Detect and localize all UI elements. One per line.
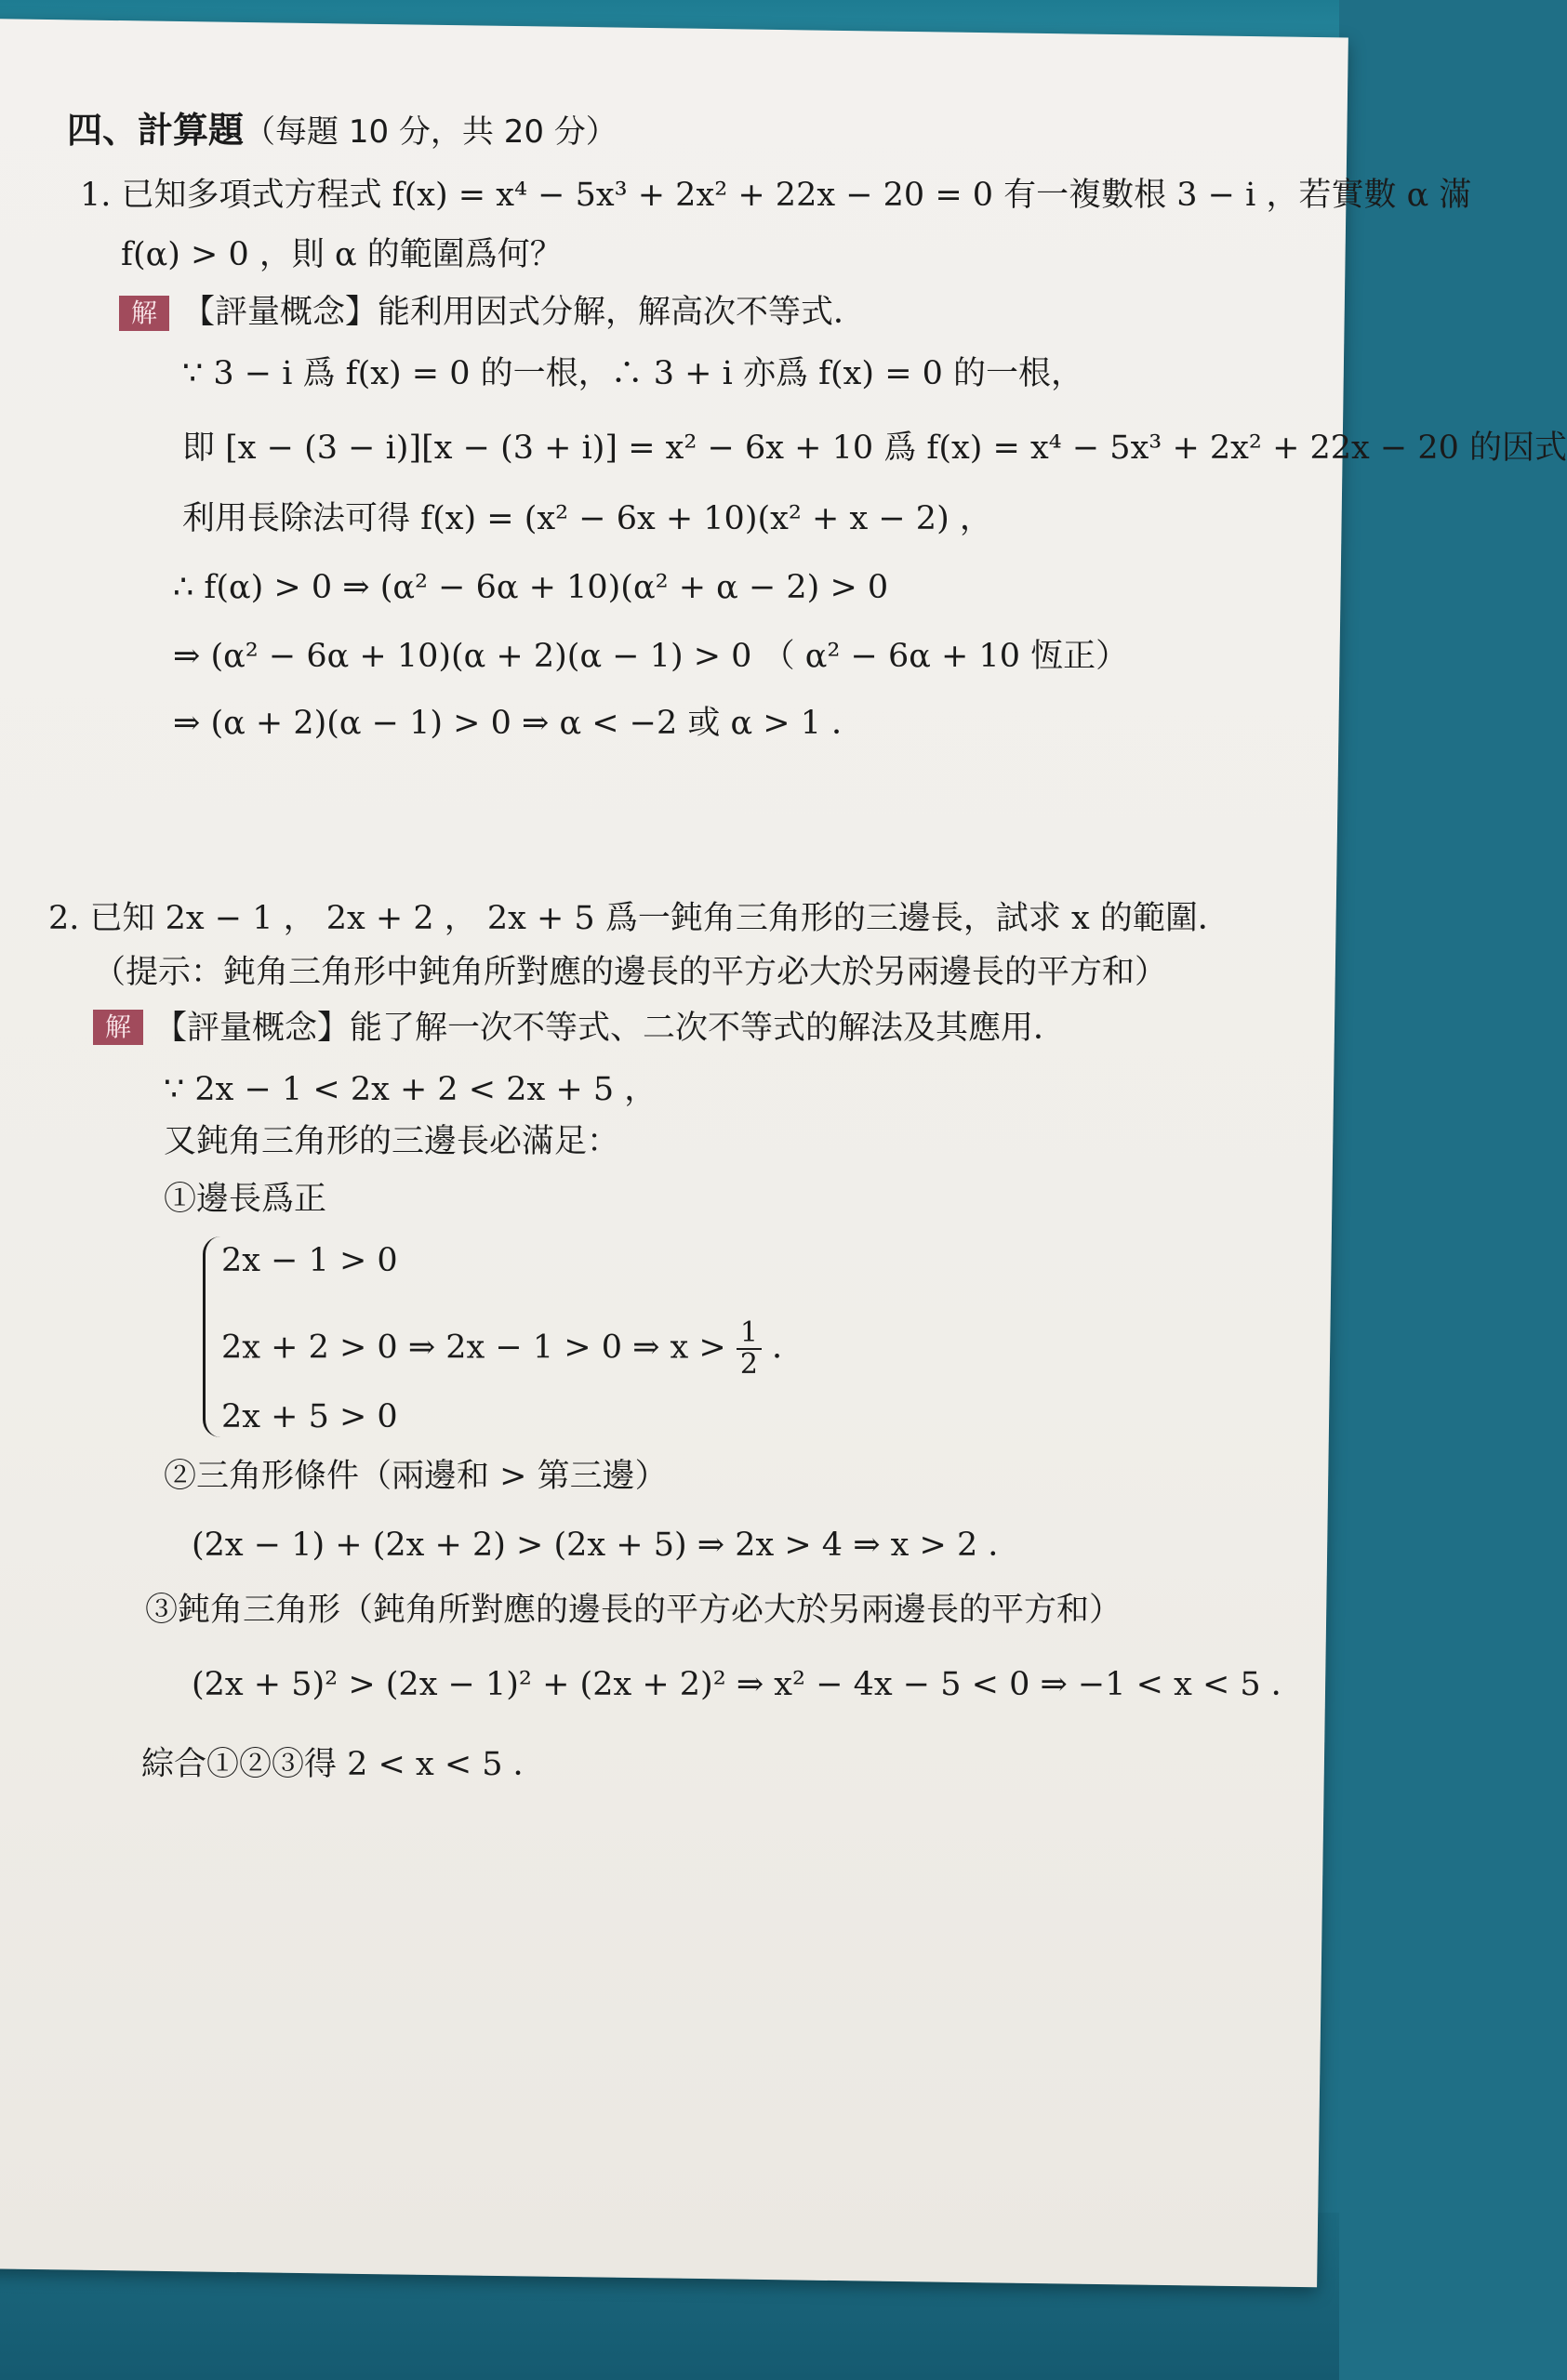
section-title: 四、計算題 <box>67 110 245 151</box>
q2-concept: 【評量概念】能了解一次不等式、二次不等式的解法及其應用． <box>154 1010 1067 1047</box>
q2-cond2-title: ②三角形條件（兩邊和 > 第三邊） <box>164 1458 668 1495</box>
q2-cond1-line2-end: ． <box>772 1329 805 1367</box>
q1-step2: 即 [x − (3 − i)][x − (3 + i)] = x² − 6x + 10 爲 f(x) = x⁴ − 5x³ + 2x² + 22x − 20 的因式 <box>182 430 1567 467</box>
section-heading <box>67 110 618 152</box>
fraction-one-half <box>737 1318 762 1380</box>
q2-cond3-eq: (2x + 5)² > (2x − 1)² + (2x + 2)² ⇒ x² − 4x − 5 < 0 ⇒ −1 < x < 5 ． <box>192 1666 1304 1703</box>
q2-step2: 又鈍角三角形的三邊長必滿足： <box>164 1123 620 1160</box>
fraction-denominator: 2 <box>739 1348 758 1381</box>
q2-conclusion: 綜合①②③得 2 < x < 5 ． <box>141 1746 546 1783</box>
system-brace <box>203 1236 220 1437</box>
q2-stem: 2. 已知 2x − 1 ， 2x + 2 ， 2x + 5 爲一鈍角三角形的三邊長，試求 x 的範圍． <box>48 900 1230 937</box>
q1-stem-line1: 1. 已知多項式方程式 f(x) = x⁴ − 5x³ + 2x² + 22x − 20 = 0 有一複數根 3 − i ，若實數 α 滿 <box>80 177 1472 214</box>
q1-step6: ⇒ (α + 2)(α − 1) > 0 ⇒ α < −2 或 α > 1 ． <box>173 705 865 742</box>
q2-cond2-eq: (2x − 1) + (2x + 2) > (2x + 5) ⇒ 2x > 4 ⇒ x > 2 ． <box>192 1527 1021 1564</box>
q2-cond1-line3: 2x + 5 > 0 <box>221 1398 398 1435</box>
section-points: （每題 10 分，共 20 分） <box>244 113 618 151</box>
solution-tag-1: 解 <box>119 296 169 331</box>
q2-cond1-title: ①邊長爲正 <box>164 1181 327 1218</box>
q2-cond3-title: ③鈍角三角形（鈍角所對應的邊長的平方必大於另兩邊長的平方和） <box>145 1592 1122 1629</box>
q1-step4: ∴ f(α) > 0 ⇒ (α² − 6α + 10)(α² + α − 2) > 0 <box>173 569 889 606</box>
q2-cond1-line1: 2x − 1 > 0 <box>221 1242 398 1279</box>
q2-cond1-line2 <box>221 1318 804 1380</box>
fraction-numerator: 1 <box>737 1318 762 1350</box>
q1-step1: ∵ 3 − i 爲 f(x) = 0 的一根，∴ 3 + i 亦爲 f(x) = 0 的一根， <box>182 355 1084 392</box>
q2-hint: （提示：鈍角三角形中鈍角所對應的邊長的平方必大於另兩邊長的平方和） <box>93 954 1168 991</box>
q2-cond1-line2-text: 2x + 2 > 0 ⇒ 2x − 1 > 0 ⇒ x > <box>221 1329 726 1367</box>
q1-step5: ⇒ (α² − 6α + 10)(α + 2)(α − 1) > 0 （ α² − 6α + 10 恆正） <box>173 638 1129 675</box>
solution-tag-2: 解 <box>93 1010 143 1045</box>
q1-concept: 【評量概念】能利用因式分解，解高次不等式． <box>182 294 867 331</box>
q1-step3: 利用長除法可得 f(x) = (x² − 6x + 10)(x² + x − 2) ， <box>182 500 992 537</box>
q1-stem-line2: f(α) > 0 ，則 α 的範圍爲何？ <box>121 236 563 273</box>
q2-step1: ∵ 2x − 1 < 2x + 2 < 2x + 5 ， <box>164 1071 657 1108</box>
